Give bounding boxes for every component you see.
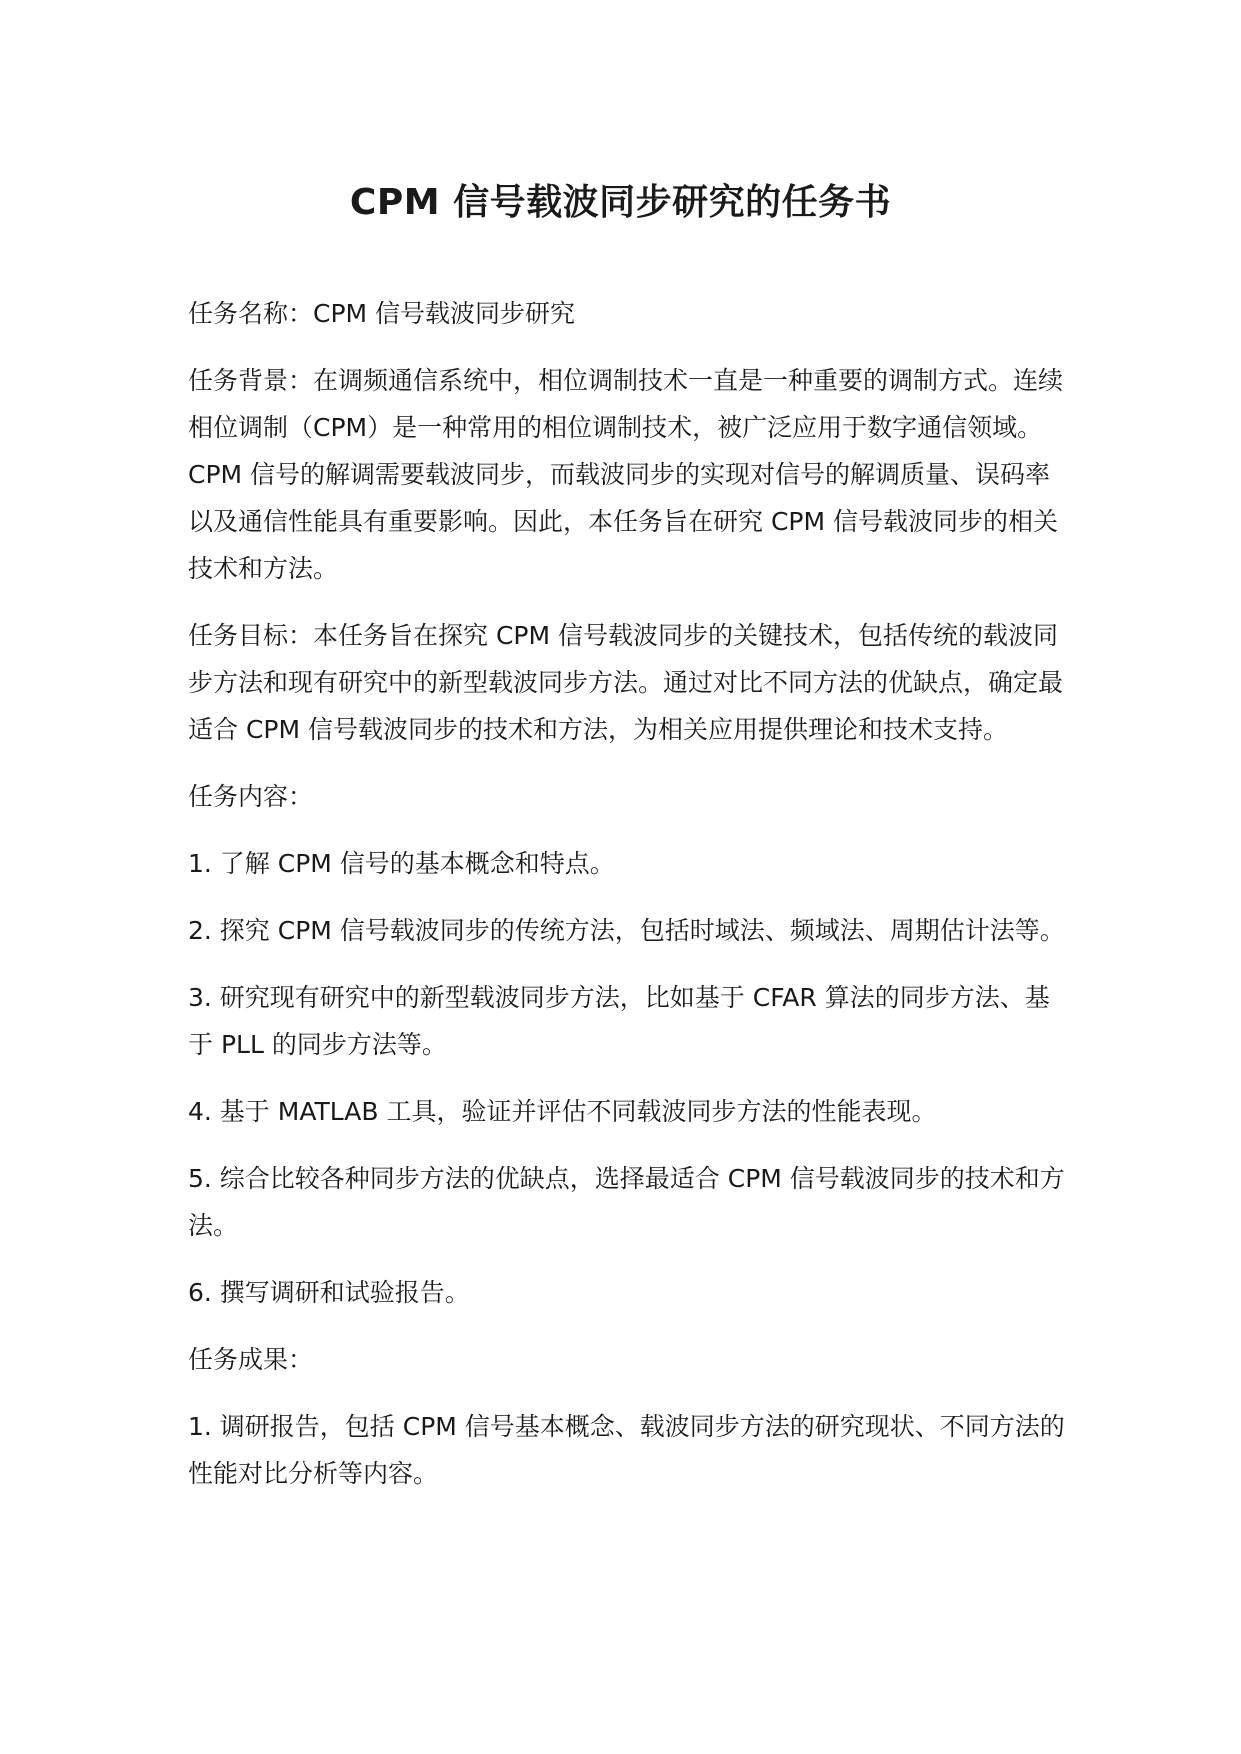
document-title: CPM 信号载波同步研究的任务书: [349, 182, 892, 223]
paragraph-task-background: 任务背景：在调频通信系统中，相位调制技术一直是一种重要的调制方式。连续相位调制（CPM）是一种常用的相位调制技术，被广泛应用于数字通信领域。CPM 信号的解调需要载波同步，而载波同步的实现对信号的解调质量、误码率以及通信性能具有重要影响。因此，本任务旨在研究 CPM 信号载波同步的相关技术和方法。: [188, 366, 1064, 583]
list-item-result-1: 1. 调研报告，包括 CPM 信号基本概念、载波同步方法的研究现状、不同方法的性能对比分析等内容。: [188, 1412, 1065, 1488]
paragraph-task-content-heading: 任务内容：: [188, 782, 314, 811]
list-item-content-1: 1. 了解 CPM 信号的基本概念和特点。: [188, 849, 615, 878]
list-item-content-4: 4. 基于 MATLAB 工具，验证并评估不同载波同步方法的性能表现。: [188, 1097, 937, 1126]
list-item-content-5: 5. 综合比较各种同步方法的优缺点，选择最适合 CPM 信号载波同步的技术和方法。: [188, 1164, 1065, 1240]
list-item-content-6: 6. 撰写调研和试验报告。: [188, 1278, 470, 1307]
list-item-content-3: 3. 研究现有研究中的新型载波同步方法，比如基于 CFAR 算法的同步方法、基于 PLL 的同步方法等。: [188, 983, 1050, 1059]
paragraph-task-goal: 任务目标：本任务旨在探究 CPM 信号载波同步的关键技术，包括传统的载波同步方法和现有研究中的新型载波同步方法。通过对比不同方法的优缺点，确定最适合 CPM 信号载波同步的技术和方法，为相关应用提供理论和技术支持。: [188, 621, 1064, 744]
document-body: [188, 290, 1068, 1517]
list-item-content-2: 2. 探究 CPM 信号载波同步的传统方法，包括时域法、频域法、周期估计法等。: [188, 916, 1065, 945]
paragraph-task-name: 任务名称：CPM 信号载波同步研究: [188, 299, 576, 328]
paragraph-task-results-heading: 任务成果：: [188, 1345, 314, 1374]
